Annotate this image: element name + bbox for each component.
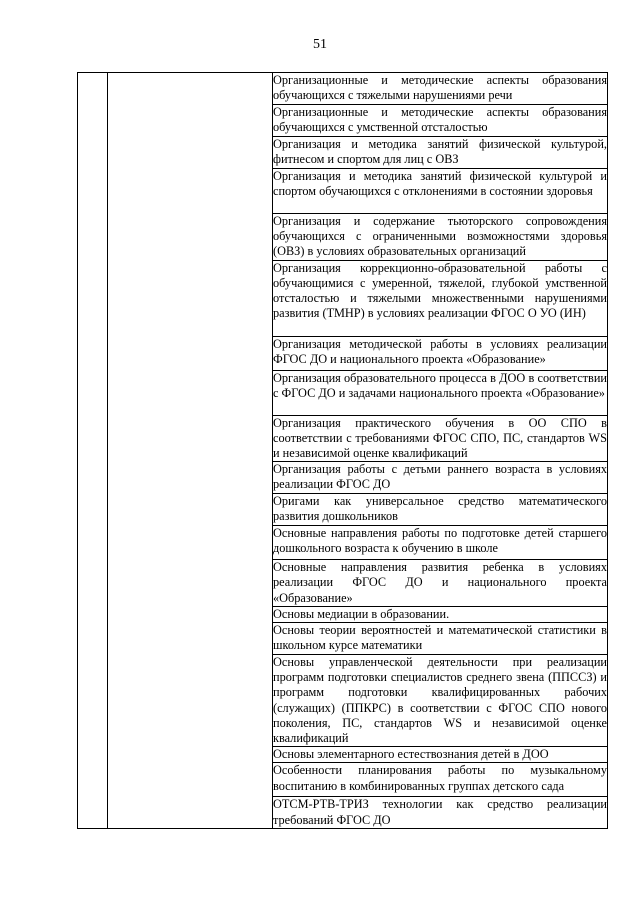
page-number: 51 [313,37,327,52]
course-title-cell: ОТСМ-РТВ-ТРИЗ технологии как средство реализации требований ФГОС ДО [273,797,608,829]
course-title-cell: Организация и содержание тьюторского сопровождения обучающихся с ограниченными возможностями здоровья (ОВЗ) в условиях образовательных организаций [273,214,607,259]
course-title-cell: Организация работы с детьми раннего возраста в условиях реализации ФГОС ДО [273,462,608,494]
course-title-cell: Особенности планирования работы по музыкальному воспитанию в комбинированных группах детского сада [273,763,608,797]
course-title-cell: Основы теории вероятностей и математической статистики в школьном курсе математики [273,623,608,655]
course-title-cell: Основы управленческой деятельности при реализации программ подготовки специалистов среднего звена (ППССЗ) и программ подготовки квалифицированных рабочих (служащих) (ППКРС) в соответствии с ФГОС СПО нового поколения, ПС, стандартов WS и независимой оценке квалификаций [273,655,607,746]
course-table [77,72,608,829]
course-title-cell: Организация практического обучения в ОО СПО в соответствии с требованиями ФГОС СПО, ПС, стандартов WS и независимой оценке квалификаций [273,415,607,461]
course-title-cell: Основные направления работы по подготовке детей старшего дошкольного возраста к обучению в школе [273,526,608,560]
course-title-cell: Организация коррекционно-образовательной работы с обучающимися с умеренной, тяжелой, глубокой умственной отсталостью и тяжелыми множественными нарушениями развития (ТМНР) в условиях реализации ФГОС О УО (ИН) [273,260,608,336]
course-title-cell: Организация методической работы в условиях реализации ФГОС ДО и национального проекта «Образование» [273,336,608,370]
course-title-cell: Организация и методика занятий физической культурой и спортом обучающихся с отклонениями в состоянии здоровья [273,169,608,214]
course-title-cell: Оригами как универсальное средство математического развития дошкольников [273,494,608,526]
course-title-cell: Организация и методика занятий физической культурой, фитнесом и спортом для лиц с ОВЗ [273,137,608,169]
course-title-cell: Организационные и методические аспекты образования обучающихся с умственной отсталостью [273,105,608,137]
category-column-cell [108,73,273,829]
number-column-cell [78,73,108,829]
course-title-cell: Основные направления развития ребенка в условиях реализации ФГОС ДО и национального проекта «Образование» [273,560,607,605]
course-title-cell: Основы медиации в образовании. [273,606,608,622]
table-row [78,73,608,105]
course-title-cell: Основы элементарного естествознания детей в ДОО [273,747,608,763]
course-title-cell: Организационные и методические аспекты образования обучающихся с тяжелыми нарушениями речи [273,73,608,105]
course-title-cell: Организация образовательного процесса в ДОО в соответствии с ФГОС ДО и задачами национального проекта «Образование» [273,370,608,415]
